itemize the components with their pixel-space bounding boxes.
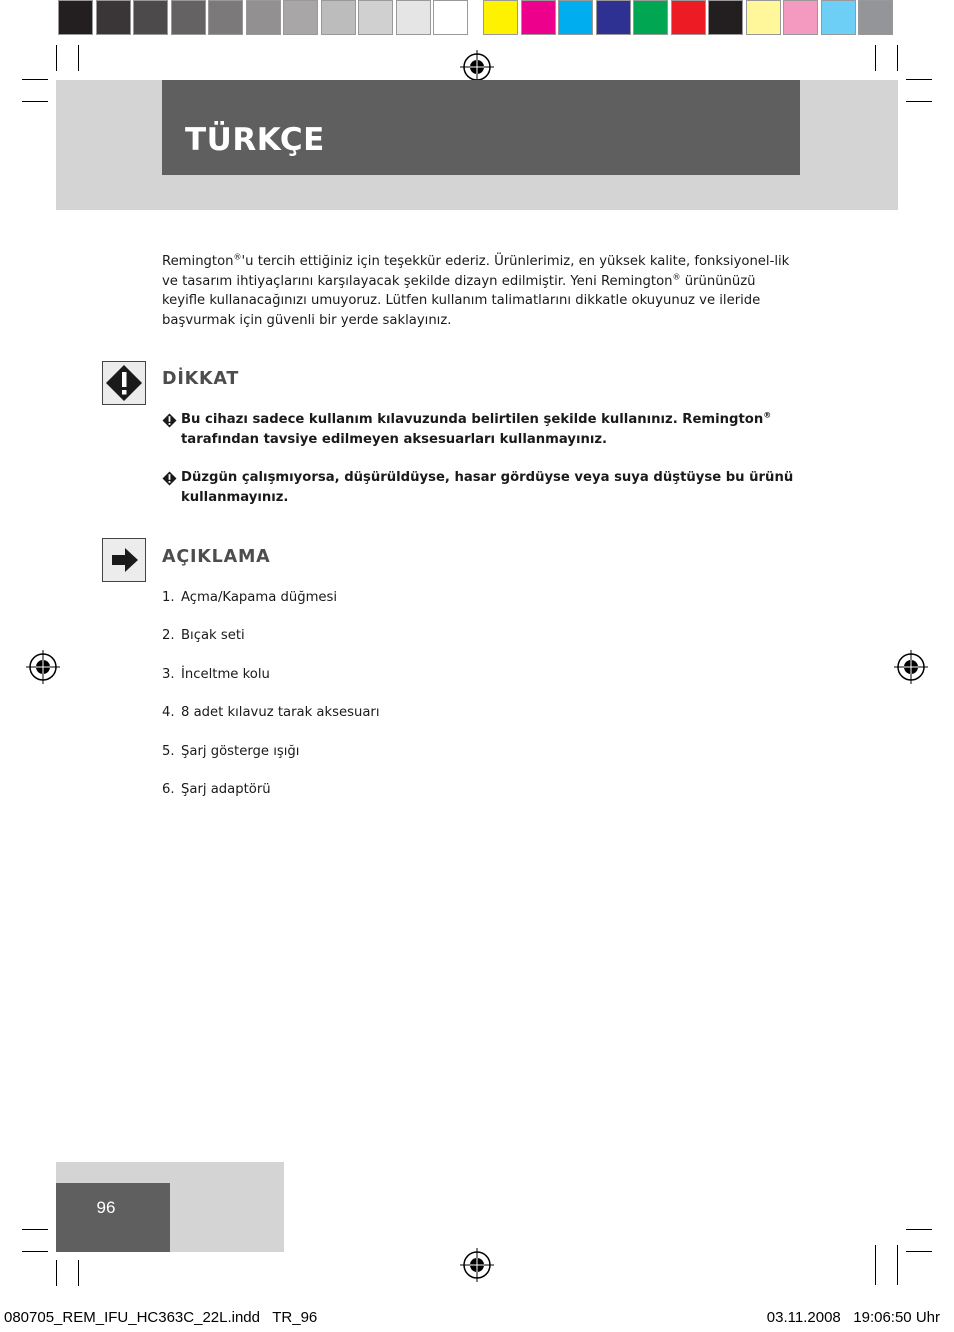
file-slug: 080705_REM_IFU_HC363C_22L.indd TR_96 xyxy=(4,1309,318,1326)
crop-mark xyxy=(906,79,932,80)
caution-text: Bu cihazı sadece kullanım kılavuzunda belirtilen şekilde kullanınız. Remington xyxy=(181,412,764,427)
registration-mark-icon xyxy=(894,650,928,684)
grayscale-color-bar xyxy=(58,0,471,38)
intro-paragraph xyxy=(162,252,802,330)
date-slug: 03.11.2008 19:06:50 Uhr xyxy=(766,1309,940,1326)
caution-heading: DİKKAT xyxy=(162,369,240,389)
color-swatch xyxy=(58,0,93,35)
crop-mark xyxy=(906,101,932,102)
caution-item xyxy=(162,468,802,508)
crop-mark xyxy=(22,1229,48,1230)
process-color-bar xyxy=(483,0,896,38)
color-swatch xyxy=(521,0,556,35)
color-swatch xyxy=(746,0,781,35)
list-item: 3. İnceltme kolu xyxy=(162,667,270,682)
registration-mark-icon xyxy=(460,1248,494,1282)
color-swatch xyxy=(246,0,281,35)
warning-diamond-icon xyxy=(162,413,177,428)
caution-text: Düzgün çalışmıyorsa, düşürüldüyse, hasar gördüyse veya suya düştüyse bu ürünü kullanmayınız. xyxy=(181,470,794,505)
crop-mark xyxy=(22,101,48,102)
color-swatch xyxy=(858,0,893,35)
crop-mark xyxy=(875,45,876,71)
crop-mark xyxy=(22,1251,48,1252)
list-item: 5. Şarj gösterge ışığı xyxy=(162,744,300,759)
crop-mark xyxy=(56,45,57,71)
color-swatch xyxy=(133,0,168,35)
description-section-icon xyxy=(102,538,146,582)
crop-mark xyxy=(78,45,79,71)
intro-text: 'u tercih ettiğiniz için teşekkür ederiz. Ürünlerimiz, en yüksek kalite, fonksiyonel-lik ve tasarım ihtiyaçlarını karşılayacak şekilde dizayn edilmiştir. Yeni Remington xyxy=(162,254,790,289)
warning-diamond-icon xyxy=(162,471,177,486)
list-item: 2. Bıçak seti xyxy=(162,628,245,643)
crop-mark xyxy=(906,1229,932,1230)
color-swatch xyxy=(171,0,206,35)
color-swatch xyxy=(358,0,393,35)
crop-mark xyxy=(906,1251,932,1252)
color-swatch xyxy=(208,0,243,35)
registration-mark-icon xyxy=(460,50,494,84)
color-swatch xyxy=(783,0,818,35)
caution-item xyxy=(162,410,802,450)
list-item: 1. Açma/Kapama düğmesi xyxy=(162,590,338,605)
crop-mark xyxy=(56,1260,57,1286)
registered-mark: ® xyxy=(672,272,681,282)
exclamation-diamond-icon xyxy=(103,362,145,404)
color-swatch xyxy=(558,0,593,35)
page-number: 96 xyxy=(96,1198,116,1217)
caution-text: tarafından tavsiye edilmeyen aksesuarları kullanmayınız. xyxy=(181,432,608,447)
list-item: 6. Şarj adaptörü xyxy=(162,782,271,797)
crop-mark xyxy=(897,45,898,71)
color-swatch xyxy=(433,0,468,35)
arrow-right-icon xyxy=(103,539,145,581)
description-heading: AÇIKLAMA xyxy=(162,547,271,567)
registration-mark-icon xyxy=(26,650,60,684)
color-swatch xyxy=(321,0,356,35)
caution-section-icon xyxy=(102,361,146,405)
color-swatch xyxy=(596,0,631,35)
intro-text: ürününüzü keyifle kullanacağınızı umuyoruz. Lütfen kullanım talimatlarını dikkatle okuyunuz ve ileride başvurmak için güvenli bir yerde saklayınız. xyxy=(162,273,761,328)
color-swatch xyxy=(671,0,706,35)
registered-mark: ® xyxy=(763,410,772,420)
color-swatch xyxy=(283,0,318,35)
crop-mark xyxy=(875,1245,876,1285)
color-swatch xyxy=(633,0,668,35)
brand-name: Remington xyxy=(162,254,234,269)
registered-mark: ® xyxy=(233,252,242,262)
list-item: 4. 8 adet kılavuz tarak aksesuarı xyxy=(162,705,380,720)
page-title: TÜRKÇE xyxy=(185,122,325,158)
color-swatch xyxy=(396,0,431,35)
color-swatch xyxy=(708,0,743,35)
crop-mark xyxy=(897,1245,898,1285)
color-swatch xyxy=(96,0,131,35)
color-swatch xyxy=(483,0,518,35)
color-swatch xyxy=(821,0,856,35)
crop-mark xyxy=(78,1260,79,1286)
crop-mark xyxy=(22,79,48,80)
